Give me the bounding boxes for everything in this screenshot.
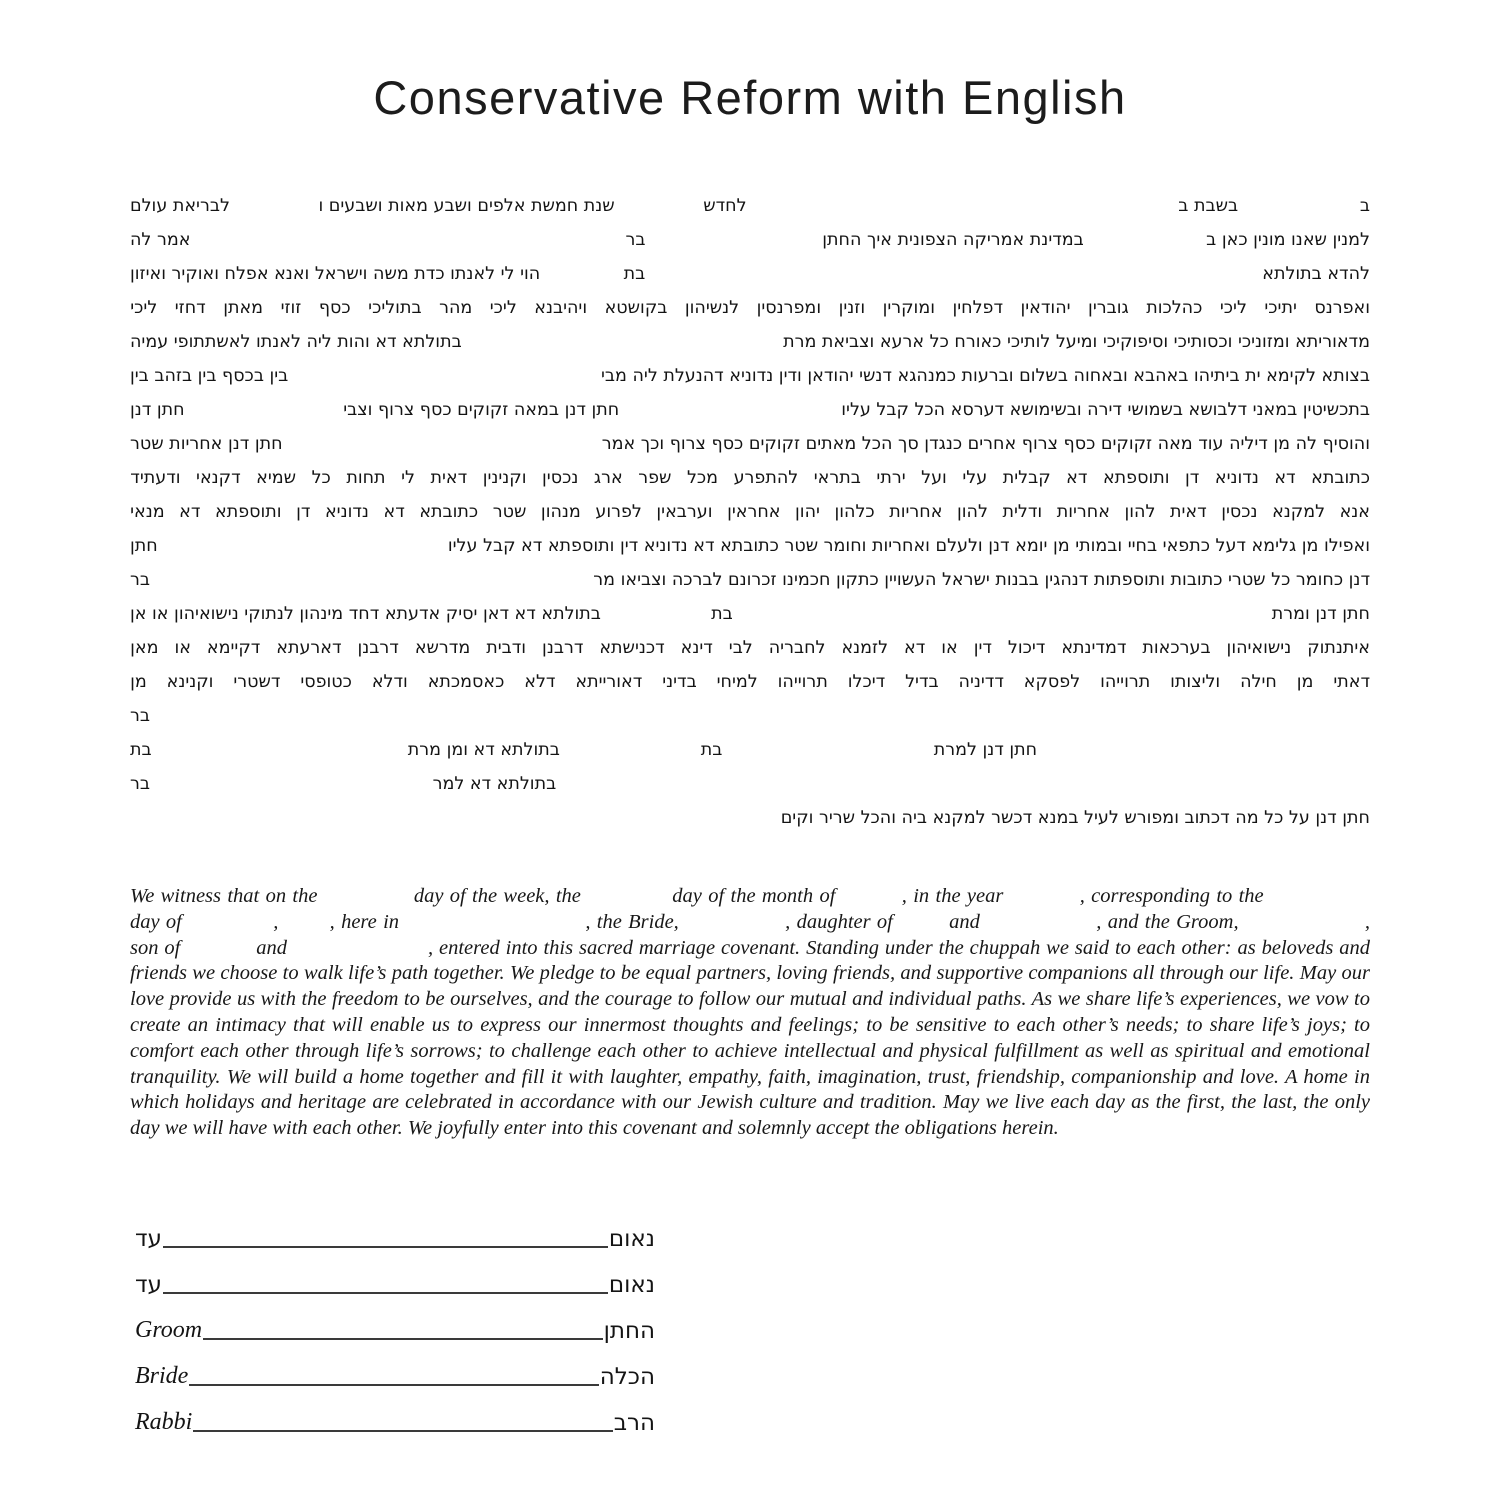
hebrew-word: ירתי [876, 468, 906, 488]
fill-in-blank [986, 927, 1096, 928]
hebrew-line [130, 468, 1370, 502]
english-text: , [273, 910, 285, 933]
fill-in-blank [152, 754, 408, 755]
hebrew-segment: אמר לה [130, 230, 191, 250]
rabbi-signature-line [193, 1400, 612, 1432]
hebrew-segment: בשבת ב [1178, 196, 1239, 216]
hebrew-segment: בר [625, 230, 646, 250]
hebrew-line [130, 366, 1370, 400]
hebrew-word: ארג [593, 468, 623, 488]
fill-in-blank [288, 380, 601, 381]
fill-in-blank [285, 927, 330, 928]
hebrew-word: וקנינא [166, 672, 214, 692]
hebrew-segment: בתכשיטין במאני דלבושא בשמושי דירה ובשימושא דערסא הכל קבל עליו [841, 400, 1370, 420]
english-text: We witness that on the [130, 885, 324, 907]
hebrew-word: למקנא [1272, 502, 1326, 522]
hebrew-segment: חתן דנן במאה זקוקים כסף צרוף וצבי [343, 400, 620, 420]
hebrew-word: תחות [346, 468, 386, 488]
hebrew-segment: בת [130, 740, 152, 760]
hebrew-word: לנשיהון [684, 298, 740, 318]
hebrew-word: דרבנן [357, 638, 399, 658]
fill-in-blank [556, 788, 1370, 789]
hebrew-line [130, 298, 1370, 332]
fill-in-blank [899, 927, 949, 928]
hebrew-word: אחראין [727, 502, 781, 522]
english-text: day of the month of [672, 885, 842, 907]
hebrew-word: דרבנן [542, 638, 584, 658]
hebrew-line [130, 434, 1370, 468]
hebrew-segment: חתן דנן [130, 400, 185, 420]
hebrew-segment: חתן דנן למרת [933, 740, 1038, 760]
hebrew-word: או [174, 638, 191, 658]
hebrew-word: עלי [962, 468, 988, 488]
hebrew-word: יהודאין [1020, 298, 1071, 318]
english-text: , and the Groom, [1096, 910, 1245, 933]
fill-in-blank [685, 927, 785, 928]
hebrew-word: לפרוע [595, 502, 642, 522]
hebrew-segment: למנין שאנו מונין כאן ב [1206, 230, 1370, 250]
fill-in-blank [1037, 754, 1370, 755]
witness-1-signature-row [135, 1222, 655, 1252]
hebrew-segment: בין בכסף בין בזהב בין [130, 366, 289, 386]
hebrew-word: כל [311, 468, 331, 488]
fill-in-blank [188, 927, 273, 928]
hebrew-word: דדיניה [958, 672, 1004, 692]
hebrew-line [130, 536, 1370, 570]
hebrew-word: מן [1296, 672, 1314, 692]
document-title: Conservative Reform with English [373, 71, 1127, 124]
hebrew-word: לזמנא [841, 638, 889, 658]
fill-in-blank [283, 448, 602, 449]
fill-in-blank [747, 210, 1179, 211]
hebrew-word: כסף [318, 298, 351, 318]
english-text: and [256, 936, 293, 959]
hebrew-word: לפסקא [1023, 672, 1081, 692]
hebrew-line [130, 264, 1370, 298]
hebrew-word: וקנינין [482, 468, 527, 488]
hebrew-line [130, 638, 1370, 672]
fill-in-blank [560, 754, 701, 755]
hebrew-segment: שנת חמשת אלפים ושבע מאות ושבעים ו [318, 196, 615, 216]
hebrew-segment: חתן [130, 536, 158, 556]
hebrew-segment: במדינת אמריקה הצפונית איך החתן [822, 230, 1084, 250]
hebrew-line [130, 604, 1370, 638]
fill-in-blank [1084, 244, 1206, 245]
rabbi-signature-row [135, 1406, 655, 1436]
hebrew-segment: והוסיף לה מן דיליה עוד מאה זקוקים כסף צרוף אחרים כנגדן סך הכל מאתים זקוקים כסף צרוף וכך אמר [601, 434, 1370, 454]
hebrew-segment: בת [623, 264, 646, 284]
hebrew-segment: בת [700, 740, 723, 760]
hebrew-word: או [941, 638, 958, 658]
hebrew-word: מנאי [130, 502, 165, 522]
groom-signature-row [135, 1314, 655, 1344]
hebrew-word: כתובתא [419, 502, 479, 522]
witness-2-label: עד [135, 1272, 162, 1298]
hebrew-word: נישואיהון [1226, 638, 1292, 658]
hebrew-line [130, 740, 1370, 774]
hebrew-word: דשטרי [233, 672, 281, 692]
witness-1-hebrew-label: נאום [608, 1226, 655, 1252]
fill-in-blank [405, 927, 585, 928]
hebrew-word: דיכלו [847, 672, 886, 692]
witness-1-label: עד [135, 1226, 162, 1252]
hebrew-segment: בר [130, 570, 150, 590]
hebrew-word: כלהון [834, 502, 875, 522]
hebrew-word: בקושטא [604, 298, 668, 318]
hebrew-word: יתיכי [1264, 298, 1297, 318]
signature-block [135, 1222, 655, 1452]
hebrew-line [130, 230, 1370, 264]
hebrew-word: ליכי [130, 298, 158, 318]
hebrew-word: דחזי [174, 298, 206, 318]
fill-in-blank [733, 618, 1272, 619]
fill-in-blank [230, 210, 319, 211]
hebrew-word: דארעתא [276, 638, 342, 658]
hebrew-word: דאתי [1333, 672, 1370, 692]
fill-in-blank [1010, 901, 1080, 902]
hebrew-word: דן [1185, 468, 1200, 488]
hebrew-word: כטופסי [300, 672, 352, 692]
hebrew-word: אחריות [1056, 502, 1110, 522]
hebrew-segment: חתן דנן על כל מה דכתוב ומפורש לעיל במנא דכשר למקנא ביה והכל שריר וקים [780, 808, 1370, 828]
fill-in-blank [722, 754, 933, 755]
hebrew-line [130, 400, 1370, 434]
hebrew-word: זוזי [280, 298, 302, 318]
rabbi-label: Rabbi [135, 1409, 193, 1435]
fill-in-blank [293, 953, 428, 954]
fill-in-blank [150, 584, 593, 585]
hebrew-word: דן [296, 502, 311, 522]
hebrew-word: ליכי [1219, 298, 1247, 318]
hebrew-word: ואפרנס [1314, 298, 1370, 318]
hebrew-word: קבלית [1002, 468, 1051, 488]
hebrew-word: ותוספתא [215, 502, 282, 522]
fill-in-blank [185, 414, 344, 415]
hebrew-line [130, 808, 1370, 842]
hebrew-segment: בת [711, 604, 733, 624]
hebrew-word: נדוניא [324, 502, 369, 522]
fill-in-blank [150, 788, 433, 789]
hebrew-word: יהון [795, 502, 820, 522]
hebrew-segment: בתולתא דא והות ליה לאנתו לאשתתופי עמיה [130, 332, 462, 352]
hebrew-word: בדיל [905, 672, 939, 692]
hebrew-word: להון [956, 502, 988, 522]
hebrew-word: דא [1066, 468, 1088, 488]
hebrew-word: בתוליכי [368, 298, 422, 318]
hebrew-segment: חתן דנן אחריות שטר [130, 434, 283, 454]
english-text: , entered into this sacred marriage covenant. Standing under the chuppah we said to each other: as beloveds and friends we choose to walk life’s path together. We pledge to be equal partners, loving friends, and supportive companions all through our life. May our love provide us with the freedom to be ourselves, and the courage to follow our mutual and individual paths. As we share life’s experiences, we vow to create an intimacy that will enable us to express our innermost thoughts and feelings; to be sensitive to each other’s needs; to share life’s joys; to comfort each other through life’s sorrows; to challenge each other to achieve intellectual and physical fulfillment as well as spiritual and emotional tranquility. We will build a home together and fill it with laughter, empathy, faith, imagination, trust, friendship, companionship and love. A home in which holidays and heritage are celebrated in accordance with our Jewish culture and tradition. May we live each day as the first, the last, the only day we will have with each other. We joyfully enter into this covenant and solemnly accept the obligations herein. [130, 936, 1371, 1140]
hebrew-segment: בתולתא דא דאן יסיק אדעתא דחד מינהון לנתוקי נישואיהון או אן [130, 604, 601, 624]
hebrew-segment: בר [130, 706, 150, 726]
hebrew-text-block [130, 196, 1370, 842]
hebrew-line [130, 672, 1370, 706]
hebrew-word: ודעתיד [130, 468, 181, 488]
hebrew-word: וערבאין [656, 502, 713, 522]
hebrew-word: שפר [638, 468, 672, 488]
hebrew-word: וליצותו [1170, 672, 1221, 692]
hebrew-word: ועל [921, 468, 947, 488]
hebrew-word: דא [1274, 468, 1296, 488]
hebrew-word: מהר [439, 298, 473, 318]
hebrew-word: כאסמכתא [427, 672, 505, 692]
hebrew-segment: בתולתא דא ומן מרת [407, 740, 560, 760]
hebrew-segment: להדא בתולתא [1262, 264, 1370, 284]
witness-2-signature-line [163, 1262, 608, 1294]
hebrew-word: מכל [686, 468, 719, 488]
english-text: , here in [329, 910, 406, 933]
fill-in-blank [462, 346, 783, 347]
hebrew-word: לבי [728, 638, 753, 658]
fill-in-blank [540, 278, 623, 279]
fill-in-blank [1270, 901, 1370, 902]
witness-1-signature-line [163, 1216, 608, 1248]
hebrew-word: מנהון [540, 502, 581, 522]
fill-in-blank [615, 210, 704, 211]
hebrew-segment: הוי לי לאנתו כדת משה וישראל ואנא אפלח ואוקיר ואיזון [130, 264, 541, 284]
hebrew-word: ודלא [371, 672, 408, 692]
hebrew-word: ויהיבנא [534, 298, 588, 318]
hebrew-word: דמדינתא [1061, 638, 1127, 658]
fill-in-blank [150, 720, 1370, 721]
hebrew-word: דקיימא [206, 638, 261, 658]
groom-label: Groom [135, 1317, 203, 1343]
rabbi-hebrew-label: הרב [613, 1410, 655, 1436]
english-text: day of the week, the [413, 885, 588, 907]
hebrew-segment: בצותא לקימא ית ביתיהו באהבא ובאחוה בשלום וברעות כמנהגא דנשי יהודאן ודין נדוניא דהנעלת ליה מבי [601, 366, 1370, 386]
hebrew-word: דא [383, 502, 405, 522]
hebrew-word: ומוקרין [882, 298, 935, 318]
hebrew-word: מדרשא [414, 638, 471, 658]
hebrew-word: דינא [680, 638, 713, 658]
english-text: , in the year [901, 885, 1010, 907]
hebrew-word: ודבית [486, 638, 527, 658]
hebrew-word: אנא [1339, 502, 1370, 522]
hebrew-word: להתפרע [733, 468, 799, 488]
bride-signature-line [189, 1354, 598, 1386]
bride-hebrew-label: הכלה [599, 1364, 655, 1390]
hebrew-word: דלא [524, 672, 556, 692]
fill-in-blank [842, 901, 902, 902]
hebrew-word: ומפרנסין [756, 298, 822, 318]
english-text: day of [130, 910, 189, 933]
english-text: , daughter of [785, 910, 900, 933]
fill-in-blank [130, 822, 781, 823]
hebrew-word: ליכי [489, 298, 517, 318]
hebrew-word: למיחי [716, 672, 758, 692]
hebrew-segment: בתולתא דא למר [432, 774, 557, 794]
groom-signature-line [203, 1308, 602, 1340]
hebrew-word: כתובתא [1311, 468, 1370, 488]
hebrew-segment: בר [130, 774, 150, 794]
hebrew-word: דכנישתא [599, 638, 665, 658]
fill-in-blank [646, 244, 823, 245]
hebrew-word: דאית [1169, 502, 1207, 522]
hebrew-segment: מדאוריתא ומזוניכי וכסותיכי וסיפוקיכי ומיעל לותיכי כאורח כל ארעא וצביאת מרת [783, 332, 1370, 352]
hebrew-word: ותוספתא [1102, 468, 1170, 488]
hebrew-word: נכסין [1221, 502, 1258, 522]
hebrew-word: גוברין [1088, 298, 1129, 318]
fill-in-blank [158, 550, 448, 551]
english-paragraph [130, 884, 1370, 1142]
fill-in-blank [587, 901, 672, 902]
english-text: , corresponding to the [1079, 885, 1270, 907]
hebrew-word: נדוניא [1214, 468, 1259, 488]
bride-label: Bride [135, 1363, 189, 1389]
hebrew-line [130, 332, 1370, 366]
fill-in-blank [324, 901, 414, 902]
hebrew-segment: לבריאת עולם [130, 196, 230, 216]
fill-in-blank [619, 414, 841, 415]
hebrew-word: לי [401, 468, 415, 488]
hebrew-line [130, 706, 1370, 740]
hebrew-word: דא [179, 502, 201, 522]
hebrew-word: דא [904, 638, 926, 658]
hebrew-word: וזנין [838, 298, 866, 318]
bride-signature-row [135, 1360, 655, 1390]
hebrew-word: חילה [1240, 672, 1277, 692]
hebrew-word: תרוייהו [777, 672, 828, 692]
hebrew-word: מאתן [223, 298, 264, 318]
fill-in-blank [186, 953, 256, 954]
fill-in-blank [601, 618, 711, 619]
hebrew-word: שמיא [256, 468, 297, 488]
hebrew-word: בדיני [662, 672, 697, 692]
hebrew-word: אחריות [889, 502, 943, 522]
hebrew-word: ודלית [1002, 502, 1043, 522]
english-text: and [949, 910, 987, 933]
hebrew-word: דיכול [1007, 638, 1046, 658]
hebrew-word: דאורייתא [575, 672, 643, 692]
hebrew-line [130, 570, 1370, 604]
hebrew-word: בערכאות [1142, 638, 1211, 658]
english-text: , son of [130, 910, 1371, 959]
hebrew-segment: לחדש [703, 196, 747, 216]
hebrew-word: מן [130, 672, 147, 692]
hebrew-word: לחבריה [768, 638, 826, 658]
fill-in-blank [1238, 210, 1360, 211]
hebrew-segment: ב [1359, 196, 1370, 216]
hebrew-line [130, 502, 1370, 536]
hebrew-line [130, 774, 1370, 808]
hebrew-word: איתנתוק [1307, 638, 1370, 658]
witness-2-hebrew-label: נאום [608, 1272, 655, 1298]
hebrew-word: דפלחין [952, 298, 1004, 318]
hebrew-word: דאית [430, 468, 468, 488]
fill-in-blank [645, 278, 1262, 279]
hebrew-segment: ואפילו מן גלימא דעל כתפאי בחיי ובמותי מן יומא דנן ולעלם ואחריות וחומר שטר כתובתא דא נדוניא דין ותוספתא דא קבל עליו [447, 536, 1370, 556]
hebrew-word: נכסין [542, 468, 579, 488]
hebrew-word: כהלכות [1146, 298, 1203, 318]
hebrew-segment: חתן דנן ומרת [1271, 604, 1370, 624]
hebrew-word: דקנאי [196, 468, 241, 488]
english-text: , the Bride, [585, 910, 686, 933]
fill-in-blank [190, 244, 625, 245]
witness-2-signature-row [135, 1268, 655, 1298]
hebrew-word: מאן [130, 638, 159, 658]
hebrew-word: להון [1124, 502, 1156, 522]
fill-in-blank [1245, 927, 1365, 928]
hebrew-word: שטר [492, 502, 527, 522]
hebrew-word: בתראי [813, 468, 861, 488]
hebrew-line [130, 196, 1370, 230]
hebrew-word: תרוייהו [1100, 672, 1151, 692]
hebrew-segment: דנן כחומר כל שטרי כתובות ותוספתות דנהגין בבנות ישראל העשויין כתקון חכמינו זכרונם לברכה וצביאו מר [593, 570, 1370, 590]
hebrew-word: דין [973, 638, 992, 658]
groom-hebrew-label: החתן [603, 1318, 655, 1344]
